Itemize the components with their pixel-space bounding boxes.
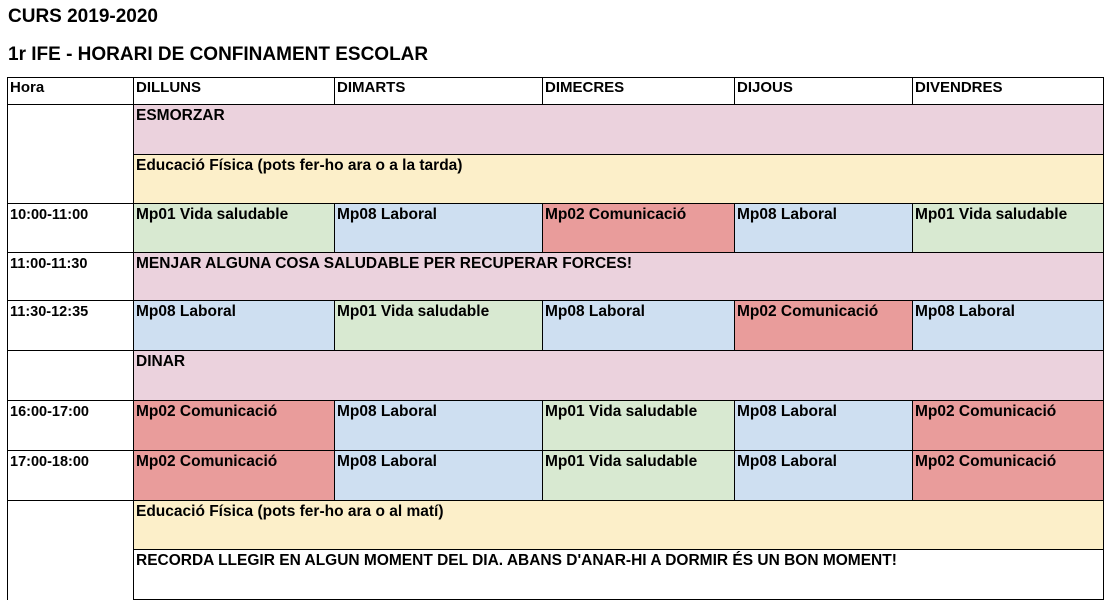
cell-1000-thu: Mp08 Laboral (735, 204, 913, 253)
cell-recorda: RECORDA LLEGIR EN ALGUN MOMENT DEL DIA. ABANS D'ANAR-HI A DORMIR ÉS UN BON MOMENT! (134, 550, 1104, 600)
cell-1600-thu: Mp08 Laboral (735, 401, 913, 451)
row-recorda (8, 550, 1104, 600)
time-cell-empty-evening (8, 501, 134, 600)
cell-ef-afternoon: Educació Física (pots fer-ho ara o al matí) (134, 501, 1104, 550)
cell-1000-mon: Mp01 Vida saludable (134, 204, 335, 253)
header-hora: Hora (8, 78, 134, 105)
schedule-table (7, 77, 1104, 600)
schedule-title: 1r IFE - HORARI DE CONFINAMENT ESCOLAR (8, 44, 429, 65)
cell-ef-morning: Educació Física (pots fer-ho ara o a la tarda) (134, 155, 1104, 204)
row-1000 (8, 204, 1104, 253)
time-cell-1100: 11:00-11:30 (8, 253, 134, 301)
row-dinar (8, 351, 1104, 401)
cell-1000-fri: Mp01 Vida saludable (913, 204, 1104, 253)
cell-1700-fri: Mp02 Comunicació (913, 451, 1104, 501)
header-day-tuesday: DIMARTS (335, 78, 543, 105)
cell-1700-tue: Mp08 Laboral (335, 451, 543, 501)
header-day-friday: DIVENDRES (913, 78, 1104, 105)
time-cell-empty-morning (8, 105, 134, 204)
cell-1600-wed: Mp01 Vida saludable (543, 401, 735, 451)
cell-1000-tue: Mp08 Laboral (335, 204, 543, 253)
cell-dinar: DINAR (134, 351, 1104, 401)
row-1600 (8, 401, 1104, 451)
time-cell-empty-dinar (8, 351, 134, 401)
header-day-thursday: DIJOUS (735, 78, 913, 105)
cell-1130-fri: Mp08 Laboral (913, 301, 1104, 351)
cell-1600-mon: Mp02 Comunicació (134, 401, 335, 451)
header-day-monday: DILLUNS (134, 78, 335, 105)
time-cell-1130: 11:30-12:35 (8, 301, 134, 351)
row-1100 (8, 253, 1104, 301)
cell-1700-mon: Mp02 Comunicació (134, 451, 335, 501)
cell-1600-fri: Mp02 Comunicació (913, 401, 1104, 451)
course-title: CURS 2019-2020 (8, 6, 158, 27)
time-cell-1000: 10:00-11:00 (8, 204, 134, 253)
row-ef-afternoon (8, 501, 1104, 550)
row-ef-morning (8, 155, 1104, 204)
cell-1130-thu: Mp02 Comunicació (735, 301, 913, 351)
cell-1130-tue: Mp01 Vida saludable (335, 301, 543, 351)
time-cell-1700: 17:00-18:00 (8, 451, 134, 501)
row-esmorzar (8, 105, 1104, 155)
cell-1000-wed: Mp02 Comunicació (543, 204, 735, 253)
cell-1100-snack: MENJAR ALGUNA COSA SALUDABLE PER RECUPERAR FORCES! (134, 253, 1104, 301)
cell-1130-mon: Mp08 Laboral (134, 301, 335, 351)
cell-1600-tue: Mp08 Laboral (335, 401, 543, 451)
cell-esmorzar: ESMORZAR (134, 105, 1104, 155)
header-day-wednesday: DIMECRES (543, 78, 735, 105)
cell-1130-wed: Mp08 Laboral (543, 301, 735, 351)
row-1130 (8, 301, 1104, 351)
cell-1700-thu: Mp08 Laboral (735, 451, 913, 501)
header-row (8, 78, 1104, 105)
time-cell-1600: 16:00-17:00 (8, 401, 134, 451)
cell-1700-wed: Mp01 Vida saludable (543, 451, 735, 501)
row-1700 (8, 451, 1104, 501)
